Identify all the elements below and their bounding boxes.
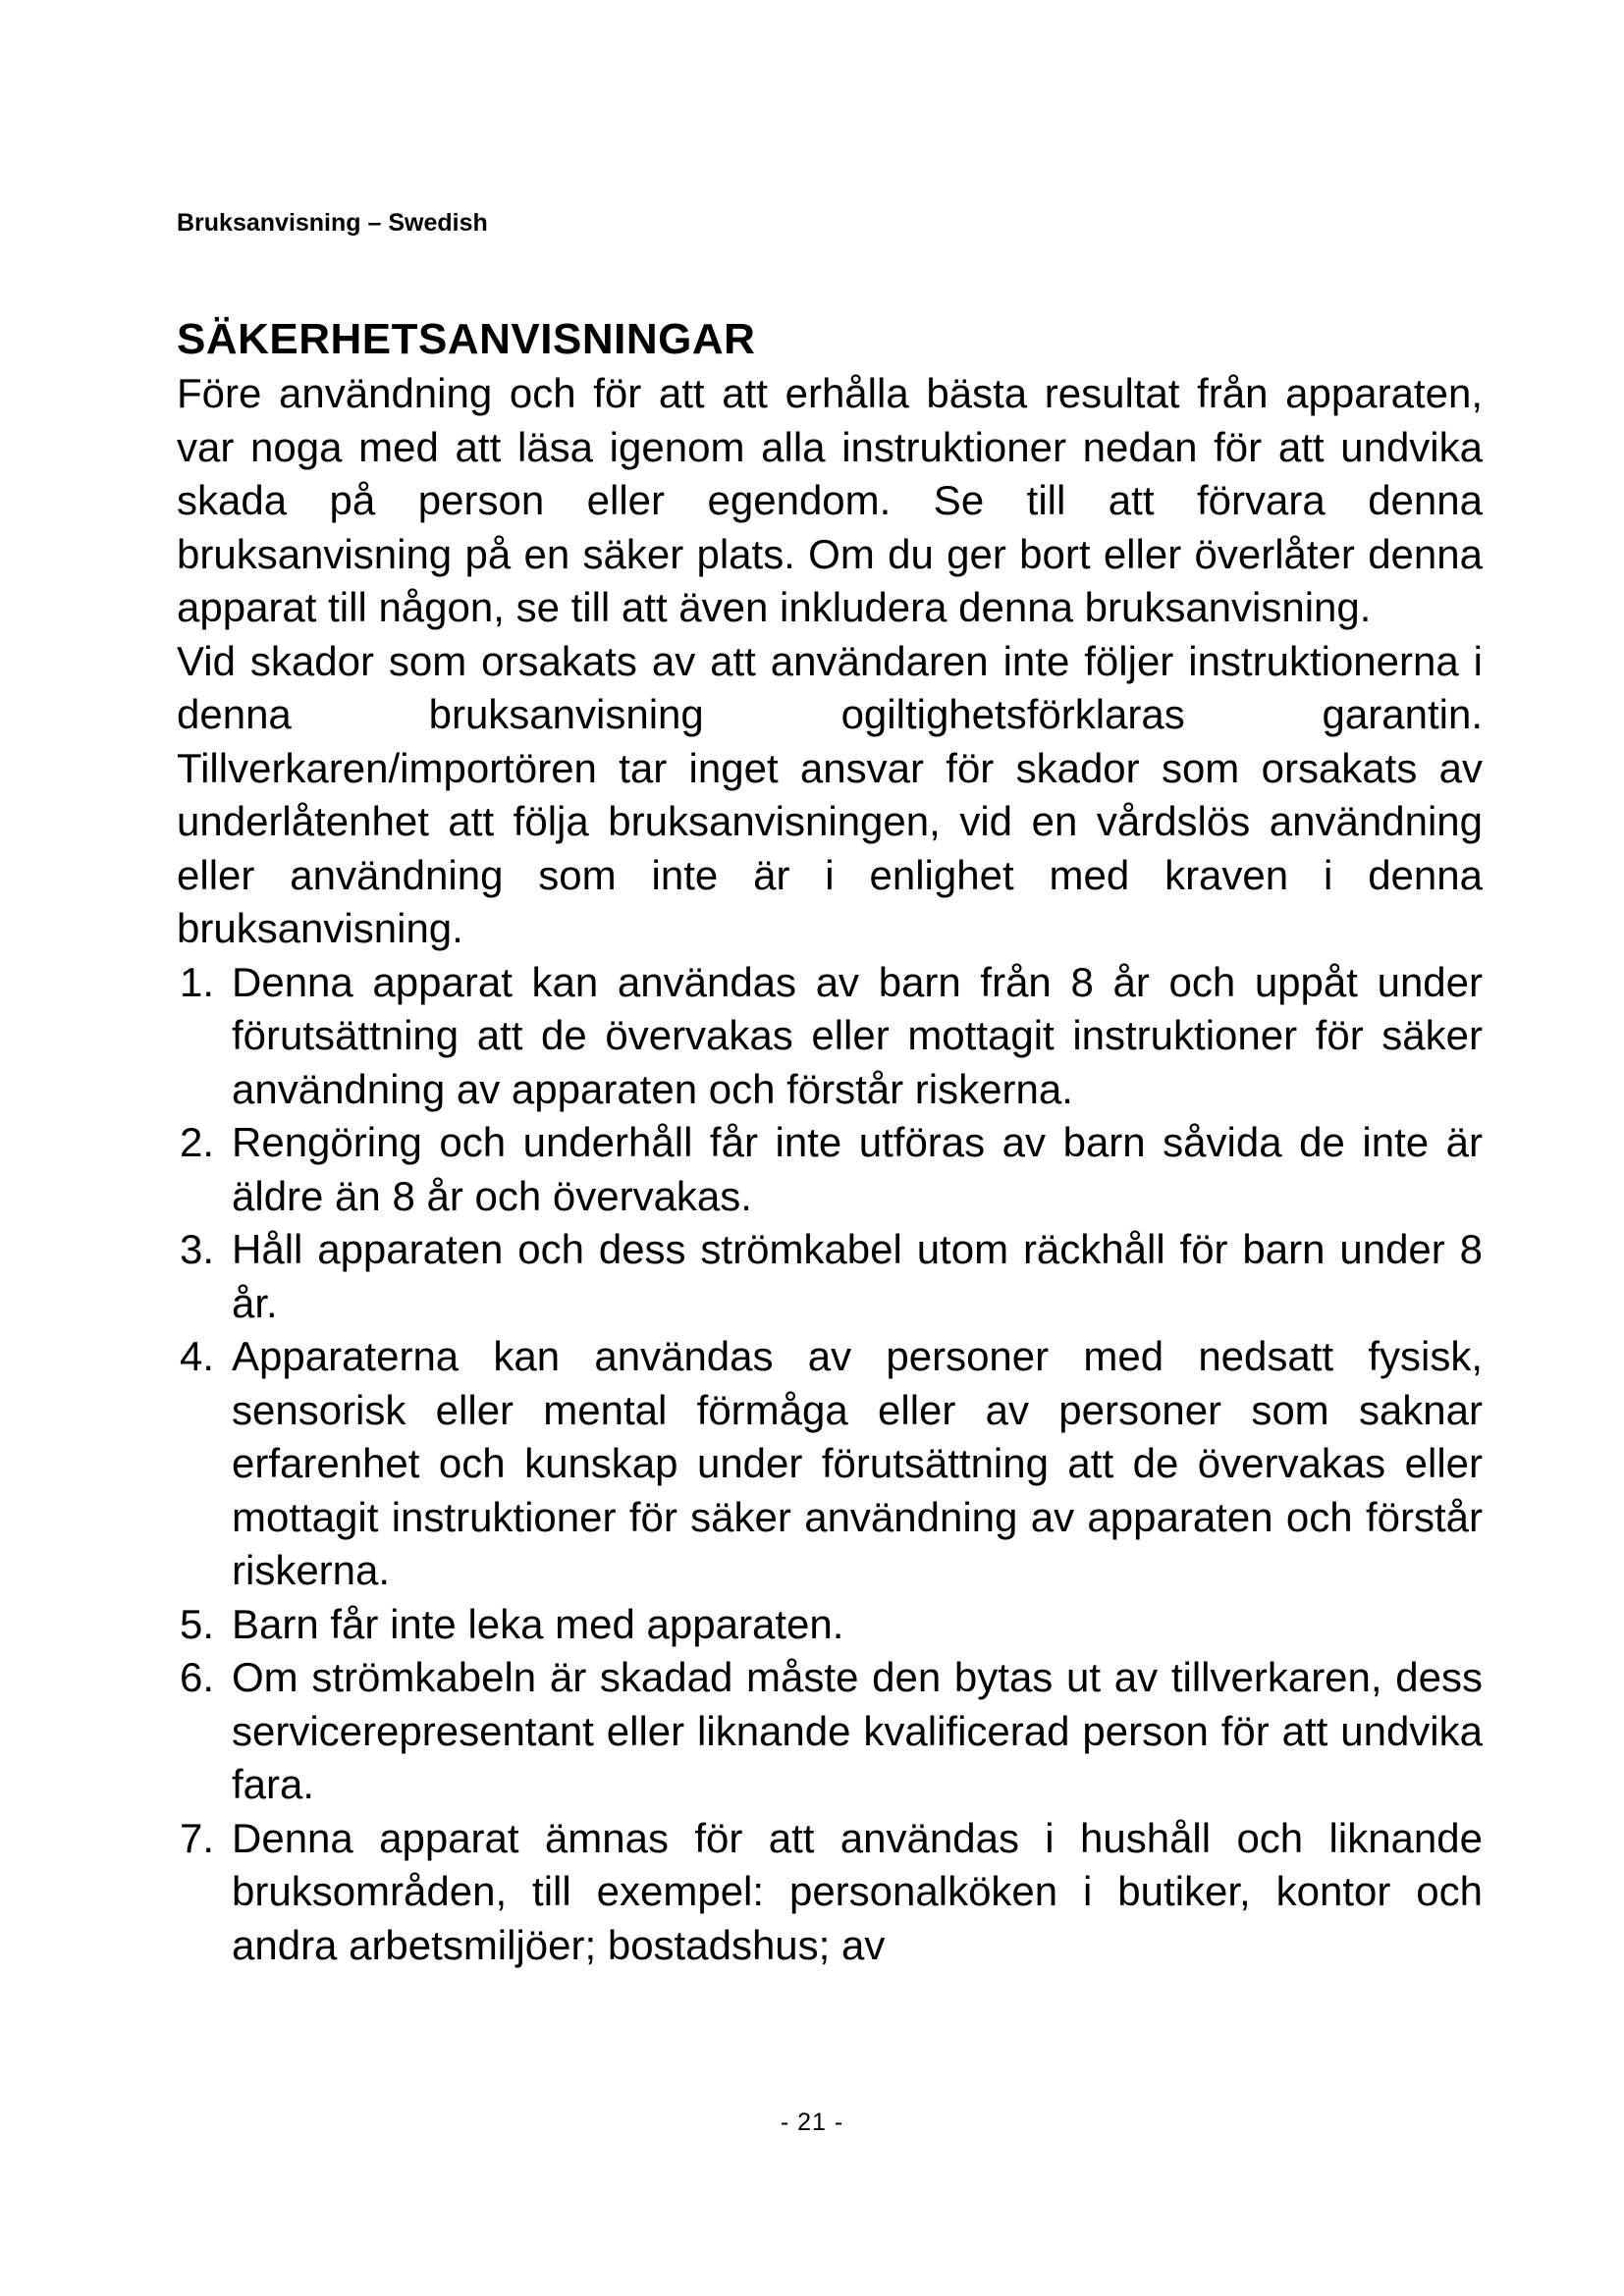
list-item-number: 2. <box>179 1119 214 1165</box>
list-item-number: 5. <box>179 1600 214 1647</box>
list-item <box>177 1223 1483 1330</box>
list-item <box>177 1116 1483 1223</box>
list-item-number: 1. <box>179 958 214 1005</box>
list-item <box>177 1330 1483 1598</box>
list-item-text: Denna apparat kan användas av barn från 8 år och uppåt under förutsättning att de övervakas eller mottagit instruktioner för säker användning av apparaten och förstår riskerna. <box>232 958 1483 1112</box>
list-item <box>177 956 1483 1117</box>
list-item-number: 7. <box>179 1814 214 1861</box>
list-item <box>177 1812 1483 1973</box>
running-header: Bruksanvisning – Swedish <box>177 209 488 237</box>
page-content <box>177 312 1483 1972</box>
warranty-paragraph: Vid skador som orsakats av att användaren inte följer instruktionerna i denna bruksanvisning ogiltighetsförklaras garantin. Tillverkaren/importören tar inget ansvar för skador som orsakats av underlåtenhet att följa bruksanvisningen, vid en vårdslös användning eller användning som inte är i enlighet med kraven i denna bruksanvisning. <box>177 637 1483 951</box>
section-title: SÄKERHETSANVISNINGAR <box>177 315 756 363</box>
list-item-number: 4. <box>179 1333 214 1379</box>
list-item-text: Apparaterna kan användas av personer med nedsatt fysisk, sensorisk eller mental förmåga eller av personer som saknar erfarenhet och kunskap under förutsättning att de övervakas eller mottagit instruktioner för säker användning av apparaten och förstår riskerna. <box>232 1333 1483 1593</box>
page-number: - 21 - <box>780 2109 844 2136</box>
list-item <box>177 1598 1483 1652</box>
safety-instructions-list <box>177 956 1483 1973</box>
list-item-number: 6. <box>179 1654 214 1700</box>
list-item-text: Denna apparat ämnas för att användas i hushåll och liknande bruksområden, till exempel: personalköken i butiker, kontor och andra arbetsmiljöer; bostadshus; av <box>232 1814 1483 1968</box>
list-item-text: Barn får inte leka med apparaten. <box>232 1600 844 1647</box>
list-item-text: Rengöring och underhåll får inte utföras av barn såvida de inte är äldre än 8 år och övervakas. <box>232 1119 1483 1219</box>
list-item <box>177 1651 1483 1812</box>
list-item-number: 3. <box>179 1226 214 1272</box>
list-item-text: Håll apparaten och dess strömkabel utom räckhåll för barn under 8 år. <box>232 1226 1483 1326</box>
list-item-text: Om strömkabeln är skadad måste den bytas ut av tillverkaren, dess servicerepresentant eller liknande kvalificerad person för att undvika fara. <box>232 1654 1483 1807</box>
intro-paragraph: Före användning och för att att erhålla bästa resultat från apparaten, var noga med att läsa igenom alla instruktioner nedan för att undvika skada på person eller egendom. Se till att förvara denna bruksanvisning på en säker plats. Om du ger bort eller överlåter denna apparat till någon, se till att även inkludera denna bruksanvisning. <box>177 370 1483 630</box>
